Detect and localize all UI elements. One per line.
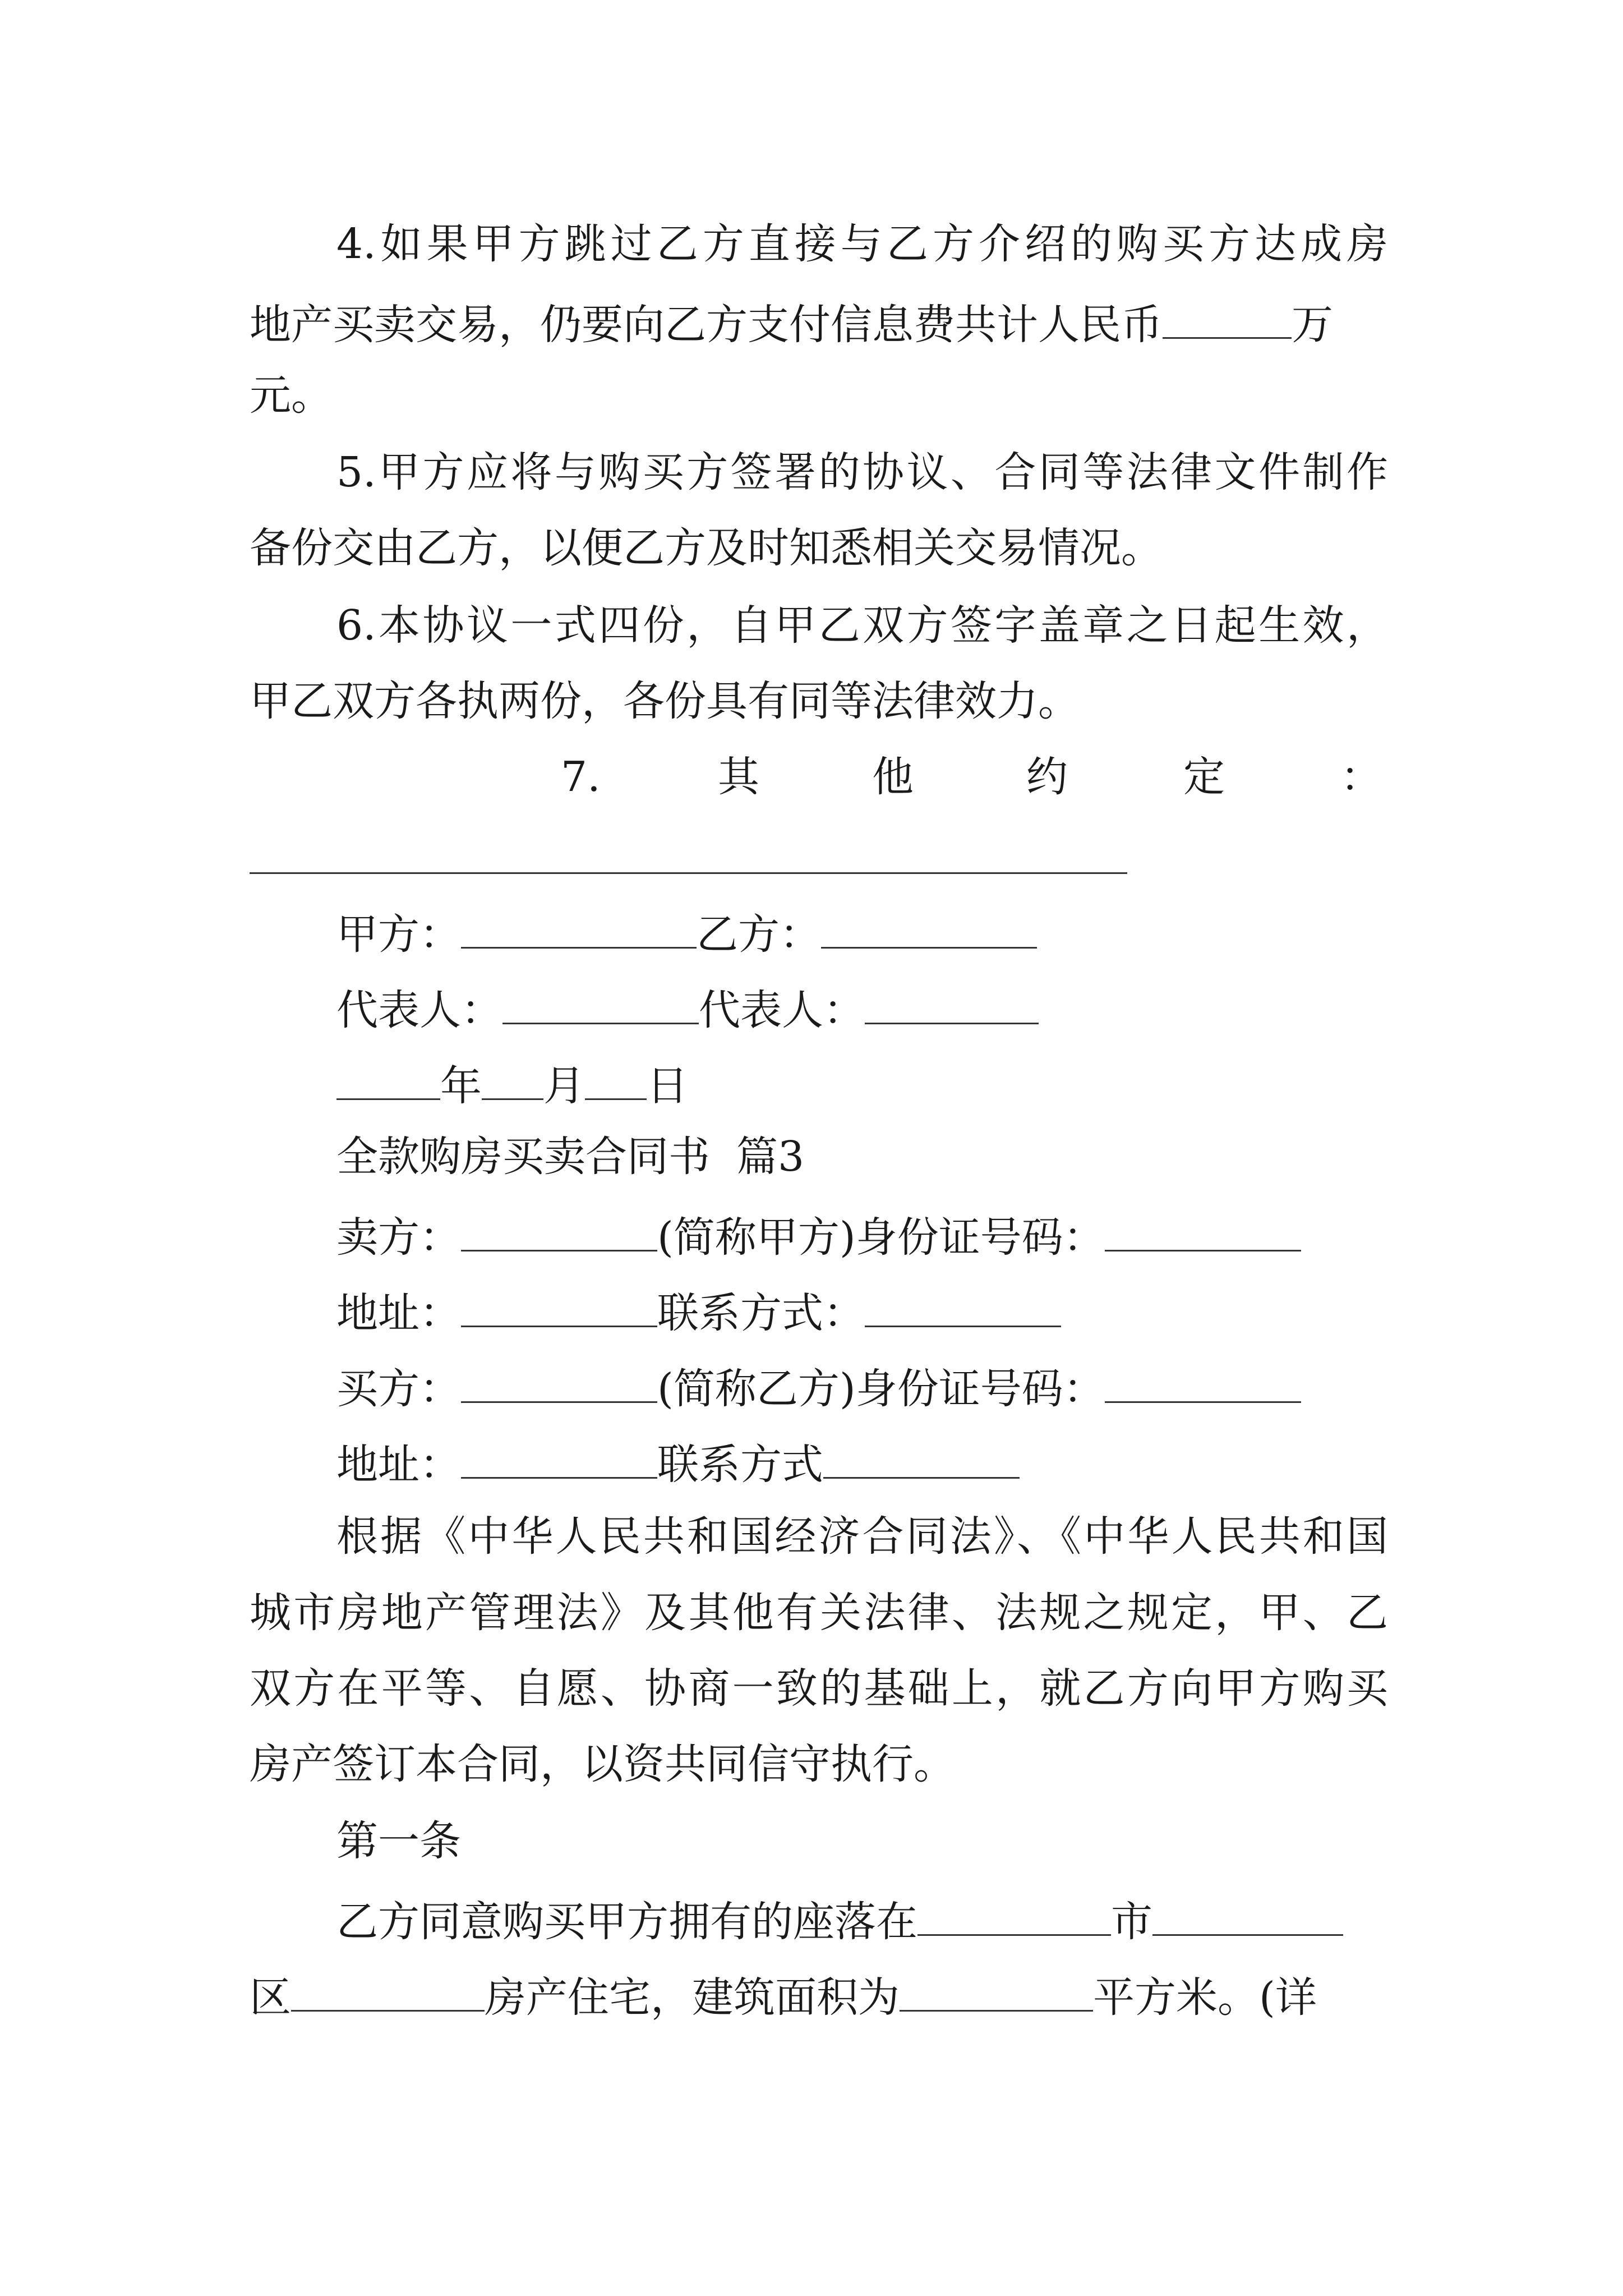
article-1-title: 第一条 [336,1817,461,1865]
clause-4-unit: 万 [1292,301,1333,349]
clause-5-line-2: 备份交由乙方，以便乙方及时知悉相关交易情况。 [250,524,1163,572]
intro-line-2: 城市房地产管理法》及其他有关法律、法规之规定，甲、乙 [250,1589,1388,1637]
clause-4-line-3: 元。 [250,371,333,420]
seller-contact-blank [865,1287,1061,1327]
rep-a-blank [502,984,699,1024]
buyer-label: 买方： [336,1365,461,1414]
article-1-line-1-text: 乙方同意购买甲方拥有的座落在 [336,1898,917,1947]
district-blank [291,1972,485,2012]
party-a-label: 甲方： [336,910,461,959]
clause-5-line-1: 5.甲方应将与购买方签署的协议、合同等法律文件制作 [336,448,1388,496]
year-blank [336,1060,440,1100]
clause-4-line-2-text: 地产买卖交易，仍要向乙方支付信息费共计人民币 [250,301,1163,349]
year-label: 年 [440,1062,482,1111]
buyer-alias-text: (简称乙方)身份证号码： [657,1365,1105,1414]
city-label: 市 [1111,1898,1152,1947]
property-text: 房产住宅，建筑面积为 [485,1973,900,2022]
buyer-address-line [336,1439,1020,1489]
buyer-name-blank [461,1363,657,1403]
buyer-address-label: 地址： [336,1441,461,1489]
buyer-contact-label: 联系方式 [657,1441,823,1489]
clause-7-number: 7. [561,753,601,801]
rep-a-label: 代表人： [336,986,502,1035]
seller-alias-text: (简称甲方)身份证号码： [657,1213,1105,1262]
party-a-blank [461,909,697,949]
article-1-line-1 [336,1896,1343,1947]
buyer-address-blank [461,1439,657,1479]
buyer-line [336,1363,1301,1414]
clause-6-line-1: 6.本协议一式四份，自甲乙双方签字盖章之日起生效， [336,601,1388,650]
clause-7-char-4: 定 [1183,753,1225,801]
clause-4-line-2 [250,299,1333,349]
rep-b-label: 代表人： [699,986,865,1035]
party-b-label: 乙方： [697,910,821,959]
section-3-title: 全款购房买卖合同书 篇3 [336,1133,805,1181]
district-blank-start [1152,1896,1343,1936]
area-blank [900,1972,1093,2012]
seller-name-blank [461,1212,657,1251]
month-label: 月 [543,1062,585,1111]
seller-id-blank [1105,1212,1301,1251]
district-label: 区 [250,1973,291,2022]
clause-4-line-1: 4.如果甲方跳过乙方直接与乙方介绍的购买方达成房 [336,220,1388,268]
intro-line-4: 房产签订本合同，以资共同信守执行。 [250,1740,955,1788]
clause-7-char-3: 约 [1026,753,1068,801]
day-blank [585,1060,647,1100]
seller-address-blank [461,1287,657,1327]
article-1-line-2 [250,1972,1317,2022]
seller-contact-label: 联系方式： [657,1289,865,1338]
seller-line [336,1212,1301,1262]
info-fee-amount-blank [1163,299,1292,339]
signature-representative-line [336,984,1039,1035]
buyer-id-blank [1105,1363,1301,1403]
clause-6-line-2: 甲乙双方各执两份，各份具有同等法律效力。 [250,677,1080,725]
party-b-blank [821,909,1037,949]
day-label: 日 [647,1062,688,1111]
rep-b-blank [865,984,1039,1024]
clause-7-char-5: ： [1340,753,1382,801]
area-unit-text: 平方米。(详 [1093,1973,1317,2022]
seller-label: 卖方： [336,1213,461,1262]
buyer-contact-blank [823,1439,1020,1479]
city-blank [917,1896,1111,1936]
clause-7-char-1: 其 [718,753,759,801]
intro-line-3: 双方在平等、自愿、协商一致的基础上，就乙方向甲方购买 [250,1664,1388,1713]
seller-address-label: 地址： [336,1289,461,1338]
other-terms-blank-line [250,872,1127,874]
signature-party-line [336,909,1037,959]
intro-line-1: 根据《中华人民共和国经济合同法》、《中华人民共和国 [336,1512,1388,1561]
signature-date-line [336,1060,688,1111]
month-blank [482,1060,543,1100]
seller-address-line [336,1287,1061,1338]
clause-7-char-2: 他 [872,753,914,801]
